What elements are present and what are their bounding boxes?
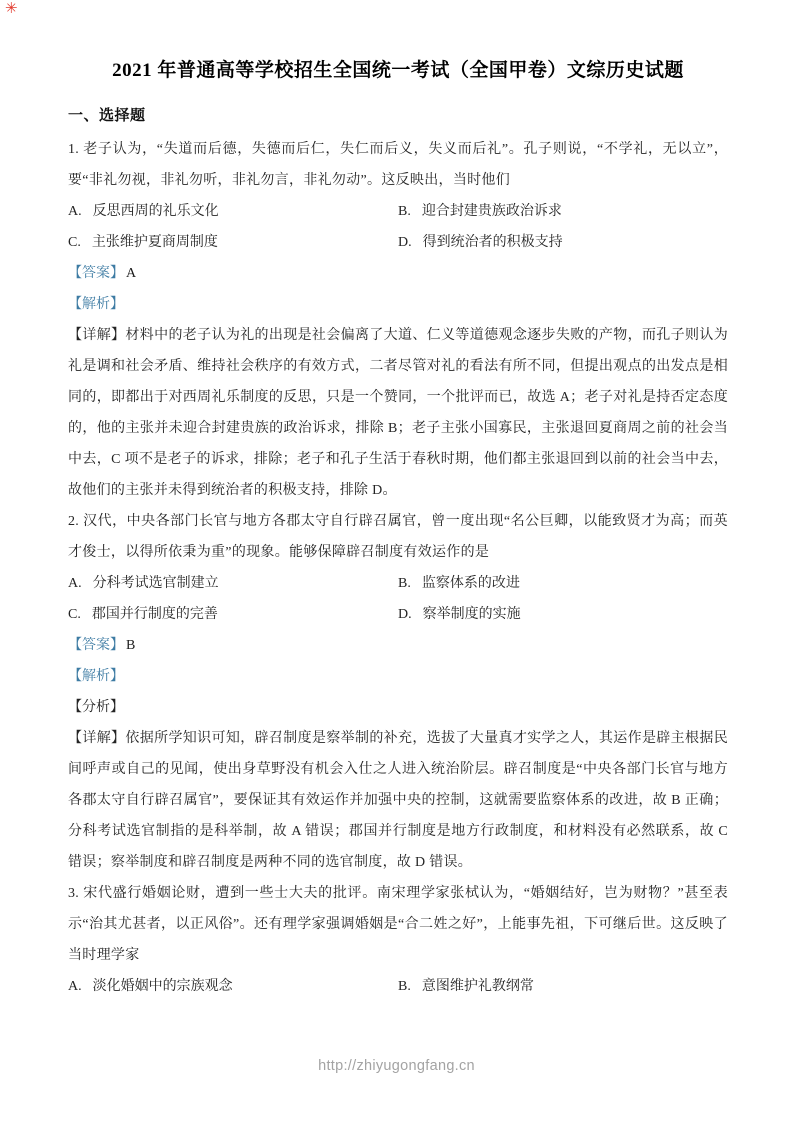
question-1-stem: 1. 老子认为，“失道而后德，失德而后仁，失仁而后义，失义而后礼”。孔子则说，“不学礼，无以立”，要“非礼勿视，非礼勿听，非礼勿言，非礼勿动”。这反映出，当时他们 xyxy=(68,142,728,188)
option-text: 监察体系的改进 xyxy=(421,576,520,591)
option-label: B. xyxy=(398,576,411,591)
option-label: B. xyxy=(398,204,411,219)
document-content xyxy=(68,58,728,1002)
option-text: 郡国并行制度的完善 xyxy=(91,607,218,622)
question-1-answer-line xyxy=(68,258,728,289)
question-2-options-row-2 xyxy=(68,599,728,630)
option-label: C. xyxy=(68,607,81,622)
detail-text: 依据所学知识可知，辟召制度是察举制的补充，选拔了大量真才实学之人，其运作是辟主根据民间呼声或自己的见闻，使出身草野没有机会入仕之人进入统治阶层。辟召制度是“中央各部门长官与地方各郡太守自行辟召属官”，要保证其有效运作并加强中央的控制，这就需要监察体系的改进，故 B 正确；分科考试选官制指的是科举制，故 A 错误；郡国并行制度是地方行政制度，和材料没有必然联系，故 C 错误；察举制度和辟召制度是两种不同的选官制度，故 D 错误。 xyxy=(68,731,728,870)
option-label: A. xyxy=(68,576,82,591)
question-2-analysis-line xyxy=(68,661,728,692)
question-3-stem: 3. 宋代盛行婚姻论财，遭到一些士大夫的批评。南宋理学家张栻认为，“婚姻结好，岂为财物？”甚至表示“治其尤甚者，以正风俗”。还有理学家强调婚姻是“合二姓之好”，上能事先祖，下可继后世。这反映了当时理学家 xyxy=(68,886,728,963)
option-text: 主张维护夏商周制度 xyxy=(91,235,218,250)
answer-label: 【答案】 xyxy=(68,266,124,281)
question-2-option-d xyxy=(398,599,728,630)
option-text: 淡化婚姻中的宗族观念 xyxy=(92,979,233,994)
question-1-option-d xyxy=(398,227,728,258)
question-1-options-row-1 xyxy=(68,196,728,227)
question-1-detail xyxy=(68,320,728,506)
option-label: A. xyxy=(68,204,82,219)
question-3-options-row-1 xyxy=(68,971,728,1002)
question-3-option-b xyxy=(398,971,728,1002)
footer-url: http://zhiyugongfang.cn xyxy=(318,1058,475,1074)
answer-value: B xyxy=(126,638,136,653)
question-1 xyxy=(68,134,728,506)
option-text: 分科考试选官制建立 xyxy=(92,576,219,591)
detail-text: 材料中的老子认为礼的出现是社会偏离了大道、仁义等道德观念逐步失败的产物，而孔子则认为礼是调和社会矛盾、维持社会秩序的有效方式，二者尽管对礼的看法有所不同，但提出观点的出发点是相同的，即都出于对西周礼乐制度的反思，只是一个赞同，一个批评而已，故选 A；老子对礼是持否定态度的，他的主张并未迎合封建贵族的政治诉求，排除 B；老子主张小国寡民，主张退回夏商周之前的社会当中去，C 项不是老子的诉求，排除；老子和孔子生活于春秋时期，他们都主张退回到以前的社会当中去，故他们的主张并未得到统治者的积极支持，排除 D。 xyxy=(68,328,728,498)
question-2-detail xyxy=(68,723,728,878)
question-1-options-row-2 xyxy=(68,227,728,258)
answer-value: A xyxy=(126,266,137,281)
option-text: 得到统治者的积极支持 xyxy=(422,235,563,250)
detail-label: 【详解】 xyxy=(68,731,126,746)
red-corner-mark-icon: ✳ xyxy=(5,1,18,17)
question-2-review-line xyxy=(68,692,728,723)
question-2-options-row-1 xyxy=(68,568,728,599)
option-text: 察举制度的实施 xyxy=(422,607,521,622)
option-label: C. xyxy=(68,235,81,250)
question-2-stem: 2. 汉代，中央各部门长官与地方各郡太守自行辟召属官，曾一度出现“名公巨卿，以能致贤才为高；而英才俊士，以得所依秉为重”的现象。能够保障辟召制度有效运作的是 xyxy=(68,514,728,560)
option-text: 反思西周的礼乐文化 xyxy=(92,204,219,219)
question-3 xyxy=(68,878,728,1002)
review-label: 【分析】 xyxy=(68,700,124,715)
analysis-label: 【解析】 xyxy=(68,669,124,684)
question-2-option-b xyxy=(398,568,728,599)
option-label: B. xyxy=(398,979,411,994)
question-1-option-a xyxy=(68,196,398,227)
question-2-option-a xyxy=(68,568,398,599)
question-1-analysis-line xyxy=(68,289,728,320)
section-heading: 一、选择题 xyxy=(68,108,146,124)
question-2-answer-line xyxy=(68,630,728,661)
option-text: 意图维护礼教纲常 xyxy=(421,979,534,994)
question-1-option-b xyxy=(398,196,728,227)
detail-label: 【详解】 xyxy=(68,328,126,343)
question-2-option-c xyxy=(68,599,398,630)
option-text: 迎合封建贵族政治诉求 xyxy=(421,204,562,219)
page-title: 2021 年普通高等学校招生全国统一考试（全国甲卷）文综历史试题 xyxy=(112,60,684,81)
question-2 xyxy=(68,506,728,878)
question-1-option-c xyxy=(68,227,398,258)
option-label: D. xyxy=(398,607,412,622)
answer-label: 【答案】 xyxy=(68,638,124,653)
analysis-label: 【解析】 xyxy=(68,297,124,312)
option-label: D. xyxy=(398,235,412,250)
option-label: A. xyxy=(68,979,82,994)
question-3-option-a xyxy=(68,971,398,1002)
